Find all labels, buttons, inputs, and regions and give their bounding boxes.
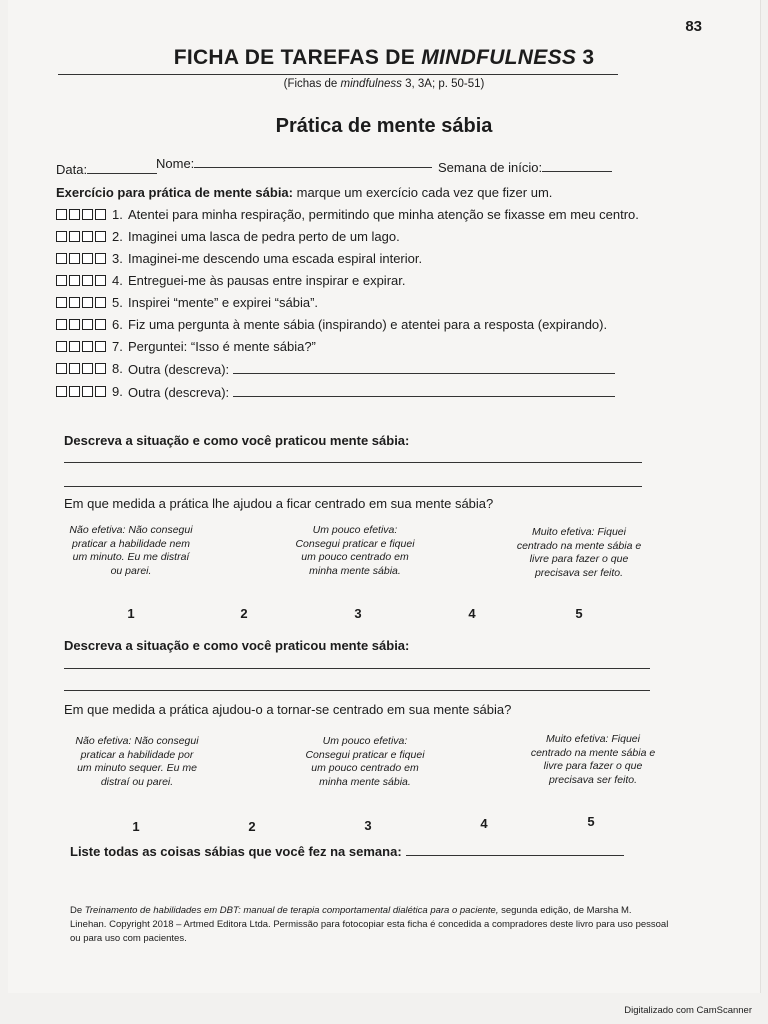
scale-option-3[interactable]: 3 (364, 818, 372, 833)
checkbox-group (56, 386, 106, 397)
answer-line[interactable] (64, 486, 642, 487)
exercise-number: 7. (112, 339, 123, 354)
describe-situation-label-2: Descreva a situação e como você praticou mente sábia: (64, 638, 410, 653)
exercise-text: Outra (descreva): (128, 362, 230, 377)
effectiveness-question-1: Em que medida a prática lhe ajudou a ficar centrado em sua mente sábia? (64, 496, 494, 511)
instructions-bold: Exercício para prática de mente sábia: (56, 185, 293, 200)
checkbox[interactable] (69, 297, 80, 308)
rating-scale-1 (64, 524, 644, 634)
checkbox-group (56, 231, 106, 242)
checkbox-group (56, 319, 106, 330)
scale-anchor-high: Muito efetiva: Fiquei centrado na mente sábia e livre para fazer o que precisava ser feito. (530, 733, 656, 786)
exercise-text: Outra (descreva): (128, 385, 230, 400)
checkbox[interactable] (95, 297, 106, 308)
checkbox[interactable] (82, 319, 93, 330)
scale-option-3[interactable]: 3 (354, 606, 362, 621)
checkbox[interactable] (56, 297, 67, 308)
exercise-item (56, 251, 646, 267)
checkbox[interactable] (82, 253, 93, 264)
checkbox[interactable] (56, 231, 67, 242)
exercise-text: Perguntei: “Isso é mente sábia?” (128, 339, 316, 354)
checkbox[interactable] (56, 319, 67, 330)
checkbox[interactable] (95, 319, 106, 330)
name-label: Nome: (156, 156, 195, 171)
date-blank[interactable] (87, 161, 157, 174)
checkbox[interactable] (95, 209, 106, 220)
scale-anchor-high: Muito efetiva: Fiquei centrado na mente sábia e livre para fazer o que precisava ser feito. (516, 526, 642, 579)
page-number: 83 (685, 18, 702, 35)
exercise-text: Inspirei “mente” e expirei “sábia”. (128, 295, 319, 310)
checkbox-group (56, 275, 106, 286)
checkbox[interactable] (82, 275, 93, 286)
scale-option-2[interactable]: 2 (248, 819, 256, 834)
scale-option-1[interactable]: 1 (132, 819, 140, 834)
exercise-number: 9. (112, 384, 123, 399)
other-description-blank[interactable] (233, 384, 615, 397)
checkbox[interactable] (56, 363, 67, 374)
exercise-item (56, 317, 646, 333)
checkbox[interactable] (56, 253, 67, 264)
scale-option-2[interactable]: 2 (240, 606, 248, 621)
checkbox[interactable] (82, 341, 93, 352)
section-title: Prática de mente sábia (275, 115, 493, 137)
name-field[interactable] (156, 155, 432, 171)
exercise-item (56, 207, 646, 223)
scale-option-5[interactable]: 5 (575, 606, 583, 621)
scale-option-4[interactable]: 4 (480, 816, 488, 831)
checkbox-group (56, 253, 106, 264)
effectiveness-question-2: Em que medida a prática ajudou-o a tornar-se centrado em sua mente sábia? (64, 702, 512, 717)
exercise-number: 1. (112, 207, 123, 222)
checkbox[interactable] (69, 275, 80, 286)
exercise-number: 6. (112, 317, 123, 332)
exercise-text: Fiz uma pergunta à mente sábia (inspirando) e atentei para a resposta (expirando). (128, 317, 608, 332)
checkbox[interactable] (95, 341, 106, 352)
scale-option-5[interactable]: 5 (587, 814, 595, 829)
exercise-number: 8. (112, 361, 123, 376)
checkbox-group (56, 341, 106, 352)
checkbox[interactable] (69, 363, 80, 374)
subtitle-italic: mindfulness (340, 78, 402, 90)
subtitle-suffix: 3, 3A; p. 50-51) (405, 78, 485, 90)
wise-things-label: Liste todas as coisas sábias que você fez na semana: (70, 844, 402, 859)
week-field[interactable] (438, 159, 612, 175)
exercise-text: Imaginei-me descendo uma escada espiral interior. (128, 251, 423, 266)
rating-scale-2 (64, 733, 656, 843)
checkbox[interactable] (95, 231, 106, 242)
scale-anchor-low: Não efetiva: Não consegui praticar a habilidade nem um minuto. Eu me distraí ou parei. (69, 524, 193, 577)
exercise-number: 4. (112, 273, 123, 288)
checkbox[interactable] (56, 275, 67, 286)
exercise-item (56, 229, 646, 245)
week-blank[interactable] (542, 159, 612, 172)
copyright-footer (70, 904, 670, 946)
title-italic: MINDFULNESS (421, 46, 577, 69)
checkbox[interactable] (95, 275, 106, 286)
checkbox[interactable] (69, 253, 80, 264)
scale-option-4[interactable]: 4 (468, 606, 476, 621)
answer-line[interactable] (64, 668, 650, 669)
checkbox[interactable] (56, 386, 67, 397)
exercise-item (56, 339, 646, 355)
exercise-item (56, 361, 646, 378)
name-blank[interactable] (194, 155, 432, 168)
wise-things-blank[interactable] (406, 843, 624, 856)
checkbox[interactable] (69, 319, 80, 330)
checkbox-group (56, 209, 106, 220)
exercise-item (56, 384, 646, 401)
wise-things-field[interactable] (70, 843, 624, 859)
date-label: Data: (56, 162, 88, 177)
checkbox-group (56, 297, 106, 308)
checkbox[interactable] (82, 363, 93, 374)
other-description-blank[interactable] (233, 361, 615, 374)
scanner-watermark: Digitalizado com CamScanner (624, 1005, 752, 1016)
checkbox[interactable] (95, 386, 106, 397)
exercise-text: Atentei para minha respiração, permitindo que minha atenção se fixasse em meu centro. (128, 207, 639, 222)
checkbox[interactable] (56, 209, 67, 220)
checkbox-group (56, 363, 106, 374)
checkbox[interactable] (69, 231, 80, 242)
title-rule (58, 74, 618, 75)
scale-anchor-mid: Um pouco efetiva: Consegui praticar e fiquei um pouco centrado em minha mente sábia. (305, 735, 425, 788)
exercise-number: 2. (112, 229, 123, 244)
scale-anchor-mid: Um pouco efetiva: Consegui praticar e fiquei um pouco centrado em minha mente sábia. (295, 524, 415, 577)
worksheet-title (8, 46, 760, 70)
instructions-text: marque um exercício cada vez que fizer um. (293, 185, 553, 200)
checkbox[interactable] (69, 341, 80, 352)
exercise-list (56, 207, 646, 407)
describe-situation-label-1: Descreva a situação e como você praticou mente sábia: (64, 433, 410, 448)
exercise-item (56, 273, 646, 289)
checkbox[interactable] (56, 341, 67, 352)
week-label: Semana de início: (438, 160, 543, 175)
date-field[interactable] (56, 161, 157, 177)
checkbox[interactable] (82, 386, 93, 397)
checkbox[interactable] (82, 297, 93, 308)
answer-line[interactable] (64, 462, 642, 463)
answer-line[interactable] (64, 690, 650, 691)
checkbox[interactable] (95, 363, 106, 374)
checkbox[interactable] (69, 386, 80, 397)
worksheet-subtitle (8, 78, 760, 90)
exercise-number: 3. (112, 251, 123, 266)
checkbox[interactable] (82, 209, 93, 220)
scale-anchor-low: Não efetiva: Não consegui praticar a habilidade por um minuto sequer. Eu me distraí ou parei. (75, 735, 199, 788)
footer-book-title: Treinamento de habilidades em DBT: manual de terapia comportamental dialética para o paciente, (84, 905, 499, 916)
checkbox[interactable] (69, 209, 80, 220)
checkbox[interactable] (82, 231, 93, 242)
title-suffix: 3 (582, 46, 595, 69)
checkbox[interactable] (95, 253, 106, 264)
footer-prefix: De (70, 905, 85, 916)
exercise-number: 5. (112, 295, 123, 310)
instructions (56, 185, 552, 200)
worksheet-page (8, 0, 761, 993)
scale-option-1[interactable]: 1 (127, 606, 135, 621)
exercise-text: Imaginei uma lasca de pedra perto de um lago. (128, 229, 400, 244)
subtitle-prefix: (Fichas de (283, 78, 338, 90)
exercise-text: Entreguei-me às pausas entre inspirar e expirar. (128, 273, 406, 288)
exercise-item (56, 295, 646, 311)
footer-text: segunda edição, de Marsha M. Linehan. Copyright 2018 – Artmed Editora Ltda. Permissão para fotocopiar esta ficha é concedida a compradores deste livro para uso pessoal ou para uso com pacientes. (70, 905, 669, 944)
title-prefix: FICHA DE TAREFAS DE (173, 46, 416, 69)
